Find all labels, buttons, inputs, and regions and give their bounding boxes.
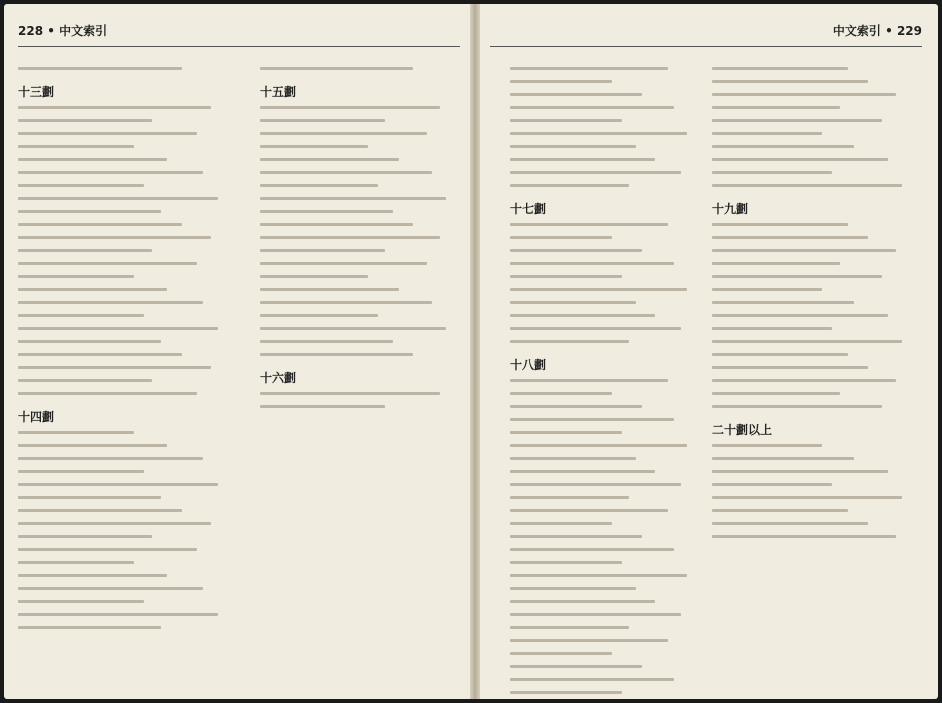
- index-entry: [18, 205, 228, 218]
- index-entry: [510, 504, 696, 517]
- index-entry: [712, 491, 912, 504]
- index-entry: [712, 400, 912, 413]
- index-entry: [18, 101, 228, 114]
- section-heading: 十四劃: [18, 410, 55, 424]
- section-heading: 二十劃以上: [712, 423, 773, 437]
- index-entry: [712, 283, 912, 296]
- index-entry: [18, 257, 228, 270]
- index-entry: [510, 218, 696, 231]
- book-spread: [4, 4, 938, 699]
- index-entry: [260, 127, 456, 140]
- section-heading: 十七劃: [510, 202, 547, 216]
- index-entry: [18, 283, 228, 296]
- index-entry: [712, 257, 912, 270]
- index-entry: [18, 179, 228, 192]
- index-entry: [18, 127, 228, 140]
- index-entry: [510, 231, 696, 244]
- index-entry: [260, 205, 456, 218]
- index-entry: [18, 543, 228, 556]
- index-entry: [712, 62, 912, 75]
- index-entry: [260, 400, 456, 413]
- index-entry: [18, 361, 228, 374]
- index-entry: [510, 88, 696, 101]
- index-entry: [18, 530, 228, 543]
- index-entry: [510, 309, 696, 322]
- index-entry: [260, 140, 456, 153]
- index-entry: [510, 491, 696, 504]
- index-entry: [18, 374, 228, 387]
- left-page-column-2: [260, 62, 456, 413]
- index-entry: [260, 257, 456, 270]
- index-entry: [712, 244, 912, 257]
- right-header-rule: [490, 46, 922, 47]
- index-entry: [712, 101, 912, 114]
- left-page: [4, 4, 470, 699]
- index-entry: [510, 257, 696, 270]
- index-entry: [712, 387, 912, 400]
- index-entry: [260, 309, 456, 322]
- index-entry: [18, 309, 228, 322]
- index-entry: [712, 374, 912, 387]
- index-entry: [712, 517, 912, 530]
- index-entry: [18, 296, 228, 309]
- index-entry: [260, 231, 456, 244]
- right-page-number: 229: [896, 24, 922, 38]
- index-entry: [510, 478, 696, 491]
- index-entry: [510, 127, 696, 140]
- index-entry: [510, 114, 696, 127]
- index-entry: [18, 504, 228, 517]
- index-entry: [712, 114, 912, 127]
- left-page-column-1: [18, 62, 228, 634]
- index-entry: [510, 413, 696, 426]
- index-entry: [18, 348, 228, 361]
- index-entry: [712, 348, 912, 361]
- section-heading: 十八劃: [510, 358, 547, 372]
- index-entry: [510, 101, 696, 114]
- index-entry: [18, 322, 228, 335]
- index-entry: [510, 569, 696, 582]
- index-entry: [510, 75, 696, 88]
- index-entry: [712, 88, 912, 101]
- index-entry: [712, 153, 912, 166]
- index-entry: [260, 218, 456, 231]
- index-entry: [260, 296, 456, 309]
- index-entry: [260, 283, 456, 296]
- index-entry: [18, 439, 228, 452]
- index-entry: [510, 140, 696, 153]
- index-entry: [260, 335, 456, 348]
- index-entry: [712, 439, 912, 452]
- index-entry: [712, 179, 912, 192]
- index-entry: [18, 426, 228, 439]
- index-entry: [260, 322, 456, 335]
- index-entry: [18, 62, 228, 75]
- index-entry: [510, 582, 696, 595]
- index-entry: [510, 647, 696, 660]
- index-entry: [510, 153, 696, 166]
- index-entry: [260, 348, 456, 361]
- index-entry: [510, 556, 696, 569]
- index-entry: [18, 478, 228, 491]
- index-entry: [712, 218, 912, 231]
- index-entry: [712, 166, 912, 179]
- index-entry: [510, 673, 696, 686]
- index-entry: [18, 153, 228, 166]
- index-entry: [510, 608, 696, 621]
- index-entry: [260, 153, 456, 166]
- index-entry: [18, 192, 228, 205]
- index-entry: [510, 270, 696, 283]
- index-entry: [510, 296, 696, 309]
- index-entry: [712, 335, 912, 348]
- right-header-separator: •: [885, 24, 893, 38]
- index-entry: [18, 387, 228, 400]
- index-entry: [260, 270, 456, 283]
- left-page-number: 228: [18, 24, 44, 38]
- index-entry: [18, 569, 228, 582]
- index-entry: [18, 335, 228, 348]
- index-entry: [712, 231, 912, 244]
- index-entry: [260, 101, 456, 114]
- index-entry: [510, 543, 696, 556]
- left-header-rule: [18, 46, 460, 47]
- index-entry: [260, 387, 456, 400]
- index-entry: [510, 400, 696, 413]
- index-entry: [510, 660, 696, 673]
- index-entry: [510, 465, 696, 478]
- index-entry: [18, 465, 228, 478]
- index-entry: [18, 517, 228, 530]
- index-entry: [510, 283, 696, 296]
- right-page-column-1: [510, 62, 696, 699]
- index-entry: [510, 452, 696, 465]
- index-entry: [712, 530, 912, 543]
- index-entry: [510, 686, 696, 699]
- index-entry: [712, 127, 912, 140]
- index-entry: [712, 322, 912, 335]
- index-entry: [510, 530, 696, 543]
- right-running-title: 中文索引: [832, 24, 881, 38]
- index-entry: [18, 621, 228, 634]
- index-entry: [18, 582, 228, 595]
- index-entry: [510, 621, 696, 634]
- index-entry: [510, 374, 696, 387]
- index-entry: [510, 62, 696, 75]
- index-entry: [18, 231, 228, 244]
- index-entry: [18, 491, 228, 504]
- index-entry: [510, 179, 696, 192]
- index-entry: [260, 62, 456, 75]
- index-entry: [18, 270, 228, 283]
- section-heading: 十三劃: [18, 85, 55, 99]
- left-running-title: 中文索引: [59, 24, 108, 38]
- index-entry: [510, 517, 696, 530]
- index-entry: [712, 478, 912, 491]
- index-entry: [510, 439, 696, 452]
- index-entry: [712, 270, 912, 283]
- index-entry: [712, 75, 912, 88]
- index-entry: [18, 140, 228, 153]
- index-entry: [18, 244, 228, 257]
- index-entry: [18, 218, 228, 231]
- index-entry: [712, 361, 912, 374]
- index-entry: [18, 595, 228, 608]
- right-running-header: [833, 22, 922, 39]
- left-running-header: [18, 22, 107, 39]
- index-entry: [260, 192, 456, 205]
- index-entry: [260, 179, 456, 192]
- index-entry: [712, 309, 912, 322]
- index-entry: [18, 114, 228, 127]
- index-entry: [18, 452, 228, 465]
- index-entry: [510, 335, 696, 348]
- index-entry: [712, 452, 912, 465]
- index-entry: [510, 244, 696, 257]
- index-entry: [510, 634, 696, 647]
- index-entry: [260, 166, 456, 179]
- section-heading: 十六劃: [260, 371, 297, 385]
- index-entry: [260, 244, 456, 257]
- index-entry: [712, 504, 912, 517]
- index-entry: [260, 114, 456, 127]
- section-heading: 十五劃: [260, 85, 297, 99]
- index-entry: [510, 387, 696, 400]
- right-page: [480, 4, 938, 699]
- index-entry: [18, 556, 228, 569]
- index-entry: [712, 465, 912, 478]
- index-entry: [712, 140, 912, 153]
- index-entry: [18, 608, 228, 621]
- right-page-column-2: [712, 62, 912, 543]
- index-entry: [18, 166, 228, 179]
- index-entry: [510, 426, 696, 439]
- index-entry: [712, 296, 912, 309]
- index-entry: [510, 166, 696, 179]
- index-entry: [510, 322, 696, 335]
- book-gutter: [470, 4, 480, 699]
- section-heading: 十九劃: [712, 202, 749, 216]
- index-entry: [510, 595, 696, 608]
- left-header-separator: •: [47, 24, 55, 38]
